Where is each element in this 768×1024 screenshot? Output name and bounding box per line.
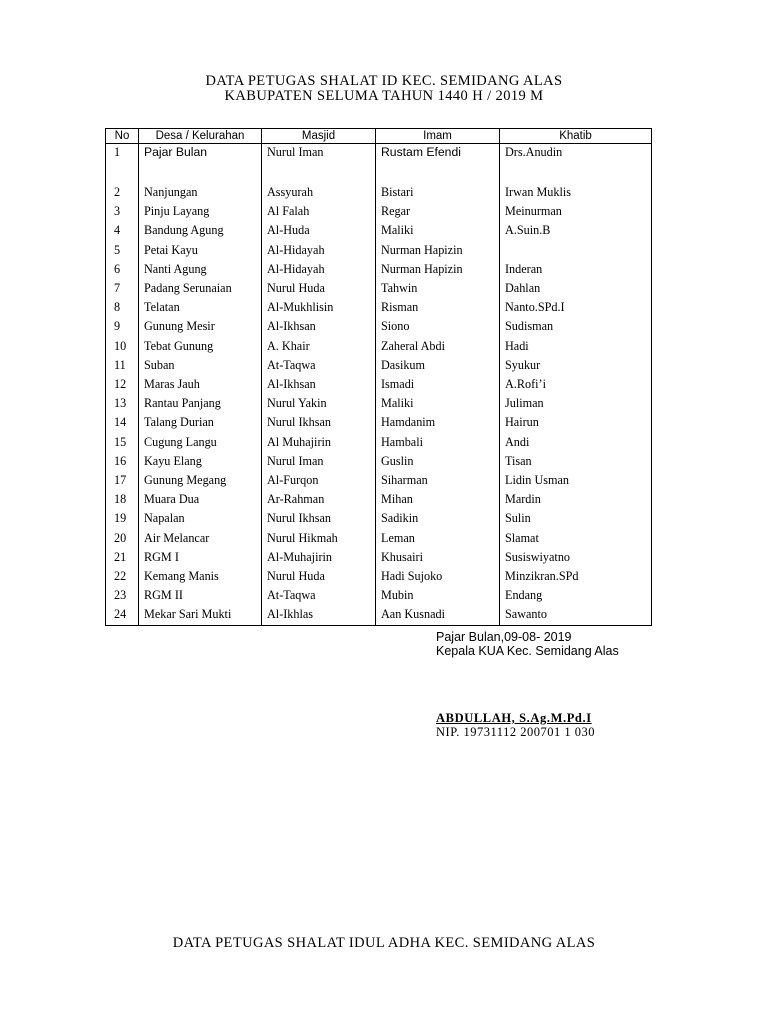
cell-imam: Maliki [376, 394, 500, 413]
cell-khatib: Tisan [500, 452, 652, 471]
table-row [106, 317, 652, 336]
cell-masjid: Nurul Ikhsan [262, 509, 376, 528]
cell-imam: Leman [376, 529, 500, 548]
cell-masjid: Nurul Huda [262, 279, 376, 298]
cell-no: 24 [106, 605, 139, 625]
cell-desa: Maras Jauh [139, 375, 262, 394]
cell-desa: Nanjungan [139, 183, 262, 202]
cell-no: 19 [106, 509, 139, 528]
cell-no: 14 [106, 413, 139, 432]
cell-masjid: Ar-Rahman [262, 490, 376, 509]
table-row [106, 548, 652, 567]
cell-khatib: Dahlan [500, 279, 652, 298]
cell-khatib: Sudisman [500, 317, 652, 336]
cell-khatib: Slamat [500, 529, 652, 548]
cell-khatib: Andi [500, 433, 652, 452]
table-row [106, 241, 652, 260]
cell-no: 6 [106, 260, 139, 279]
cell-khatib: Sulin [500, 509, 652, 528]
cell-masjid: Al-Ikhlas [262, 605, 376, 625]
cell-desa: Gunung Mesir [139, 317, 262, 336]
table-header-row [106, 129, 652, 144]
document-subtitle: KABUPATEN SELUMA TAHUN 1440 H / 2019 M [224, 88, 544, 104]
table-row [106, 586, 652, 605]
cell-masjid: At-Taqwa [262, 586, 376, 605]
cell-desa: Cugung Langu [139, 433, 262, 452]
cell-imam: Hamdanim [376, 413, 500, 432]
cell-khatib: Mardin [500, 490, 652, 509]
table-row [106, 260, 652, 279]
cell-khatib [500, 241, 652, 260]
cell-khatib: A.Suin.B [500, 221, 652, 240]
cell-imam: Siono [376, 317, 500, 336]
cell-desa: Napalan [139, 509, 262, 528]
cell-masjid: Al-Mukhlisin [262, 298, 376, 317]
cell-masjid: Nurul Yakin [262, 394, 376, 413]
cell-desa: Bandung Agung [139, 221, 262, 240]
cell-khatib: Irwan Muklis [500, 183, 652, 202]
cell-khatib: Sawanto [500, 605, 652, 625]
cell-masjid: Assyurah [262, 183, 376, 202]
cell-masjid: A. Khair [262, 337, 376, 356]
cell-masjid: Al-Ikhsan [262, 317, 376, 336]
cell-imam: Zaheral Abdi [376, 337, 500, 356]
cell-masjid: Nurul Hikmah [262, 529, 376, 548]
cell-khatib: Hairun [500, 413, 652, 432]
cell-imam: Siharman [376, 471, 500, 490]
signature-place-date: Pajar Bulan,09-08- 2019 [436, 630, 572, 644]
table-row [106, 375, 652, 394]
cell-no: 15 [106, 433, 139, 452]
cell-no: 5 [106, 241, 139, 260]
table-row [106, 279, 652, 298]
cell-imam: Rustam Efendi [376, 144, 500, 184]
cell-imam: Risman [376, 298, 500, 317]
cell-masjid: Nurul Huda [262, 567, 376, 586]
cell-desa: Rantau Panjang [139, 394, 262, 413]
cell-imam: Hadi Sujoko [376, 567, 500, 586]
column-header-imam: Imam [376, 129, 500, 144]
cell-imam: Nurman Hapizin [376, 260, 500, 279]
cell-khatib: Nanto.SPd.I [500, 298, 652, 317]
cell-imam: Aan Kusnadi [376, 605, 500, 625]
cell-khatib: Drs.Anudin [500, 144, 652, 184]
cell-desa: Air Melancar [139, 529, 262, 548]
cell-khatib: Susiswiyatno [500, 548, 652, 567]
cell-no: 22 [106, 567, 139, 586]
cell-khatib: Syukur [500, 356, 652, 375]
cell-khatib: Lidin Usman [500, 471, 652, 490]
cell-desa: Pinju Layang [139, 202, 262, 221]
cell-desa: RGM I [139, 548, 262, 567]
cell-no: 18 [106, 490, 139, 509]
cell-khatib: Minzikran.SPd [500, 567, 652, 586]
table-row [106, 413, 652, 432]
cell-no: 1 [106, 144, 139, 184]
cell-no: 23 [106, 586, 139, 605]
cell-desa: Suban [139, 356, 262, 375]
cell-khatib: Juliman [500, 394, 652, 413]
cell-imam: Ismadi [376, 375, 500, 394]
table-row [106, 144, 652, 184]
cell-khatib: Meinurman [500, 202, 652, 221]
column-header-no: No [106, 129, 139, 144]
table-row [106, 433, 652, 452]
cell-khatib: Hadi [500, 337, 652, 356]
officers-table [105, 128, 652, 626]
column-header-khatib: Khatib [500, 129, 652, 144]
cell-no: 4 [106, 221, 139, 240]
cell-masjid: Nurul Ikhsan [262, 413, 376, 432]
cell-imam: Khusairi [376, 548, 500, 567]
table-row [106, 298, 652, 317]
cell-masjid: Nurul Iman [262, 144, 376, 184]
table-row [106, 202, 652, 221]
cell-masjid: Al Muhajirin [262, 433, 376, 452]
cell-desa: Talang Durian [139, 413, 262, 432]
cell-imam: Guslin [376, 452, 500, 471]
signature-nip: NIP. 19731112 200701 1 030 [436, 725, 595, 739]
signature-name: ABDULLAH, S.Ag.M.Pd.I [436, 711, 592, 725]
column-header-desa: Desa / Kelurahan [139, 129, 262, 144]
cell-no: 7 [106, 279, 139, 298]
column-header-masjid: Masjid [262, 129, 376, 144]
table-row [106, 452, 652, 471]
cell-khatib: Inderan [500, 260, 652, 279]
cell-desa: Gunung Megang [139, 471, 262, 490]
cell-imam: Sadikin [376, 509, 500, 528]
cell-imam: Mubin [376, 586, 500, 605]
cell-masjid: Al-Furqon [262, 471, 376, 490]
cell-no: 21 [106, 548, 139, 567]
cell-khatib: Endang [500, 586, 652, 605]
cell-desa: Nanti Agung [139, 260, 262, 279]
cell-no: 11 [106, 356, 139, 375]
cell-no: 20 [106, 529, 139, 548]
cell-masjid: Al-Ikhsan [262, 375, 376, 394]
table-row [106, 183, 652, 202]
signature-role: Kepala KUA Kec. Semidang Alas [436, 644, 619, 658]
cell-khatib: A.Rofi’i [500, 375, 652, 394]
table-row [106, 567, 652, 586]
next-section-title: DATA PETUGAS SHALAT IDUL ADHA KEC. SEMIDANG ALAS [172, 935, 596, 951]
table-row [106, 509, 652, 528]
cell-imam: Hambali [376, 433, 500, 452]
cell-imam: Tahwin [376, 279, 500, 298]
cell-no: 13 [106, 394, 139, 413]
table-row [106, 221, 652, 240]
cell-desa: Muara Dua [139, 490, 262, 509]
table-row [106, 337, 652, 356]
cell-desa: Padang Serunaian [139, 279, 262, 298]
cell-desa: Kayu Elang [139, 452, 262, 471]
cell-imam: Nurman Hapizin [376, 241, 500, 260]
cell-imam: Dasikum [376, 356, 500, 375]
cell-imam: Maliki [376, 221, 500, 240]
cell-masjid: Al-Huda [262, 221, 376, 240]
cell-masjid: Nurul Iman [262, 452, 376, 471]
cell-masjid: Al Falah [262, 202, 376, 221]
cell-desa: RGM II [139, 586, 262, 605]
cell-masjid: Al-Hidayah [262, 260, 376, 279]
cell-desa: Telatan [139, 298, 262, 317]
table-row [106, 394, 652, 413]
cell-no: 8 [106, 298, 139, 317]
table-row [106, 471, 652, 490]
cell-desa: Mekar Sari Mukti [139, 605, 262, 625]
cell-no: 12 [106, 375, 139, 394]
cell-desa: Tebat Gunung [139, 337, 262, 356]
document-title: DATA PETUGAS SHALAT ID KEC. SEMIDANG ALAS [205, 73, 563, 89]
cell-masjid: At-Taqwa [262, 356, 376, 375]
cell-no: 16 [106, 452, 139, 471]
table-row [106, 356, 652, 375]
cell-no: 3 [106, 202, 139, 221]
cell-desa: Petai Kayu [139, 241, 262, 260]
table-body [106, 144, 652, 626]
cell-no: 17 [106, 471, 139, 490]
cell-imam: Regar [376, 202, 500, 221]
cell-masjid: Al-Hidayah [262, 241, 376, 260]
cell-imam: Mihan [376, 490, 500, 509]
table-row [106, 529, 652, 548]
cell-imam: Bistari [376, 183, 500, 202]
table-row [106, 605, 652, 625]
cell-no: 9 [106, 317, 139, 336]
cell-desa: Pajar Bulan [139, 144, 262, 184]
cell-no: 2 [106, 183, 139, 202]
cell-desa: Kemang Manis [139, 567, 262, 586]
cell-no: 10 [106, 337, 139, 356]
table-row [106, 490, 652, 509]
cell-masjid: Al-Muhajirin [262, 548, 376, 567]
